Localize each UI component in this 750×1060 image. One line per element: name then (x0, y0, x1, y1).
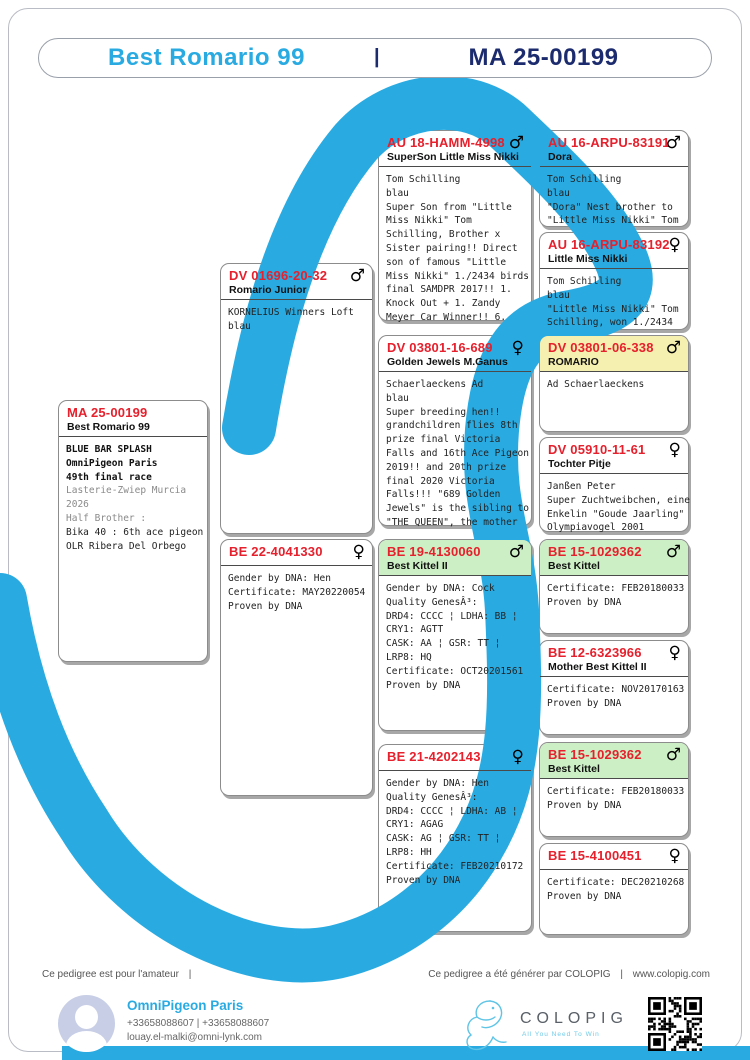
breeder-contact (58, 995, 269, 1052)
note-line: Certificate: MAY20220054 (228, 586, 366, 598)
note-line: Janßen Peter (547, 481, 616, 492)
box-notes (540, 779, 688, 817)
footer-left-text: Ce pedigree est pour l'amateur (42, 969, 179, 980)
avatar-head-shape (75, 1005, 98, 1029)
pigeon-name: Golden Jewels M.Ganus (387, 356, 508, 368)
female-icon: ♀ (668, 440, 681, 460)
note-line: Bika 40 : 6th ace pigeon (66, 526, 204, 538)
note-line: Schaerlaeckens Ad (386, 379, 484, 390)
ring-number: BE 19-4130060 (387, 544, 481, 559)
note-line: OmniPigeon Paris (66, 457, 158, 469)
box-notes (540, 167, 688, 232)
pigeon-name: Best Kittel II (387, 560, 448, 572)
pigeon-name: Best Romario 99 (67, 421, 150, 433)
ring-number: BE 12-6323966 (548, 645, 642, 660)
note-line: Sister pairing!! Direct (386, 242, 518, 254)
note-line: 2019!! and 20th prize (386, 461, 507, 473)
ring-number: AU 16-ARPU-83191 (548, 135, 670, 150)
pigeon-name: Best Kittel (548, 763, 600, 775)
note-line: "Little Miss Nikki" Tom (547, 303, 679, 315)
note-line: Knock Out + 1. Zandy (386, 298, 501, 310)
female-icon: ♀ (668, 643, 681, 663)
pigeon-name: Dora (548, 151, 572, 163)
title-bar (38, 38, 712, 78)
male-icon: ♂ (665, 542, 681, 562)
note-line: Certificate: FEB20180033 (547, 786, 685, 797)
pedigree-box-g4-0 (539, 130, 689, 227)
note-line: Falls!!! "689 Golden (386, 489, 501, 501)
pedigree-box-g4-1 (539, 232, 689, 330)
note-line: Super Zuchtweibchen, eine (547, 494, 690, 506)
box-notes (540, 372, 688, 396)
footer-left-separator: | (188, 969, 192, 980)
pigeon-name: ROMARIO (548, 356, 599, 368)
box-notes (540, 870, 688, 908)
note-line: Certificate: FEB20210172 (386, 860, 524, 872)
breeder-name: OmniPigeon Paris (127, 998, 244, 1013)
note-line: Certificate: NOV20170163 (547, 684, 685, 695)
pedigree-box-g3-1 (378, 335, 532, 526)
note-line: Jewels" is the sibling to (386, 503, 529, 515)
ring-number: BE 21-4202143 (387, 749, 481, 764)
note-line: LRP8: HH (386, 846, 432, 858)
note-line: Proven by DNA (386, 874, 461, 886)
note-line: Tom Schilling (386, 174, 461, 185)
qr-code (648, 997, 702, 1051)
note-line: Certificate: FEB20180033 (547, 583, 685, 594)
ring-number: BE 22-4041330 (229, 544, 323, 559)
note-line: blau (547, 289, 570, 301)
pedigree-box-g4-3 (539, 437, 689, 532)
footer-right-text: Ce pedigree a été générer par COLOPIG (428, 969, 611, 980)
ring-number: DV 03801-06-338 (548, 340, 654, 355)
note-line: 2026 (66, 499, 89, 511)
note-line: Miss Nikki" Tom (386, 215, 472, 227)
note-line: blau (547, 187, 570, 199)
note-line: blau (228, 320, 251, 332)
note-line: Tom Schilling (547, 276, 622, 287)
footer-left (42, 969, 198, 980)
ring-number: BE 15-1029362 (548, 747, 642, 762)
note-line: Certificate: OCT20201561 (386, 665, 524, 677)
box-notes (59, 437, 207, 557)
colopig-pigeon-icon (460, 997, 512, 1051)
female-icon: ♀ (511, 338, 524, 358)
colopig-wordmark: COLOPIG (520, 1010, 628, 1027)
footer-right-separator: | (620, 969, 623, 980)
note-line: "Dora" Nest brother to (547, 201, 673, 213)
note-line: Schilling, won 1./2434 (547, 317, 673, 329)
note-line: KORNELIUS Winners Loft (228, 307, 354, 318)
breeder-email: louay.el-malki@omni-lynk.com (127, 1032, 262, 1043)
male-icon: ♂ (665, 745, 681, 765)
ring-number: MA 25-00199 (67, 405, 148, 420)
note-line: Proven by DNA (547, 596, 622, 608)
ring-number: AU 18-HAMM-4998 (387, 135, 505, 150)
male-icon: ♂ (665, 133, 681, 153)
pedigree-box-g3-0 (378, 130, 532, 321)
note-line: Gender by DNA: Cock (386, 583, 495, 594)
ring-number: DV 03801-16-689 (387, 340, 493, 355)
note-line: OLR Ribera Del Orbego (66, 540, 187, 552)
female-icon: ♀ (352, 542, 365, 562)
note-line: Gender by DNA: Hen (386, 778, 489, 789)
ring-number: BE 15-4100451 (548, 848, 642, 863)
note-line: son of famous "Little (386, 256, 507, 268)
colopig-brand (460, 997, 628, 1051)
pigeon-name: Romario Junior (229, 284, 307, 296)
note-line: Gender by DNA: Hen (228, 573, 331, 584)
note-line: Schilling, Brother x (386, 229, 501, 241)
note-line: BLUE BAR SPLASH (66, 444, 152, 455)
male-icon: ♂ (508, 133, 524, 153)
note-line: 49th final race (66, 471, 152, 483)
box-notes (221, 300, 372, 338)
note-line: CRY1: AGTT (386, 624, 444, 636)
note-line: grandchildren flies 8th (386, 420, 518, 432)
note-line: Proven by DNA (547, 799, 622, 811)
footer-right (428, 969, 710, 980)
note-line: Proven by DNA (547, 890, 622, 902)
note-line: Certificate: DEC20210268 (547, 877, 685, 888)
male-icon: ♂ (508, 542, 524, 562)
note-line: Enkelin "Goude Jaarling" (547, 508, 685, 520)
male-icon: ♂ (349, 266, 365, 286)
note-line: "Little Miss Nikki" Tom (547, 215, 679, 227)
note-line: Super Son from "Little (386, 201, 512, 213)
note-line: CASK: AA ¦ GSR: TT ¦ (386, 638, 501, 650)
note-line: Quality GenesÂ³: (386, 791, 478, 803)
note-line: Lasterie-Zwiep Murcia (66, 485, 187, 497)
female-icon: ♀ (511, 747, 524, 767)
colopig-tagline: All You Need To Win (522, 1031, 600, 1038)
box-notes (540, 576, 688, 614)
note-line: blau (386, 392, 409, 404)
note-line: Proven by DNA (386, 679, 461, 691)
note-line: Miss Nikki" 1./2434 birds (386, 270, 529, 282)
note-line: Proven by DNA (228, 600, 303, 612)
avatar (58, 995, 115, 1052)
box-notes (540, 474, 688, 539)
note-line: Half Brother : (66, 512, 147, 524)
pigeon-name: Best Kittel (548, 560, 600, 572)
note-line: CASK: AG ¦ GSR: TT ¦ (386, 833, 501, 845)
note-line: Tom Schilling (547, 174, 622, 185)
note-line: LRP8: HQ (386, 651, 432, 663)
pigeon-name: Mother Best Kittel II (548, 661, 647, 673)
pigeon-name: SuperSon Little Miss Nikki (387, 151, 519, 163)
female-icon: ♀ (668, 235, 681, 255)
note-line: Super breeding hen!! (386, 406, 501, 418)
colopig-url: www.colopig.com (632, 969, 710, 980)
title-divider: | (374, 45, 380, 68)
avatar-shoulders-shape (66, 1031, 107, 1052)
box-notes (540, 269, 688, 334)
note-line: Meyer Car Winner!! 6. (386, 311, 507, 323)
ring-number: BE 15-1029362 (548, 544, 642, 559)
note-line: Falls and 16th Ace Pigeon (386, 447, 529, 459)
note-line: prize final Victoria (386, 434, 501, 446)
ring-number: DV 01696-20-32 (229, 268, 328, 283)
box-notes (540, 677, 688, 715)
note-line: blau (386, 187, 409, 199)
box-notes (379, 167, 531, 329)
note-line: Ad Schaerlaeckens (547, 379, 645, 390)
note-line: DRD4: CCCC ¦ LDHA: BB ¦ (386, 610, 518, 622)
ring-number-title: MA 25-00199 (468, 44, 619, 71)
note-line: Quality GenesÂ³: (386, 596, 478, 608)
pigeon-name: Tochter Pitje (548, 458, 611, 470)
box-notes (379, 771, 531, 891)
note-line: Olympiavogel 2001 (547, 522, 645, 534)
ring-number: AU 16-ARPU-83192 (548, 237, 670, 252)
note-line: CRY1: AGAG (386, 819, 444, 831)
note-line: Proven by DNA (547, 697, 622, 709)
pigeon-name-title: Best Romario 99 (108, 44, 305, 71)
note-line: final 2020 Victoria (386, 475, 495, 487)
note-line: final SAMDPR 2017!! 1. (386, 284, 512, 296)
breeder-phones: +33658088607 | +33658088607 (127, 1018, 270, 1029)
note-line: DRD4: CCCC ¦ LDHA: AB ¦ (386, 805, 518, 817)
box-notes (379, 372, 531, 534)
box-notes (379, 576, 531, 696)
pigeon-name: Little Miss Nikki (548, 253, 628, 265)
female-icon: ♀ (668, 846, 681, 866)
ring-number: DV 05910-11-61 (548, 442, 646, 457)
note-line: "THE QUEEN", the mother (386, 516, 518, 528)
male-icon: ♂ (665, 338, 681, 358)
box-notes (221, 566, 372, 617)
